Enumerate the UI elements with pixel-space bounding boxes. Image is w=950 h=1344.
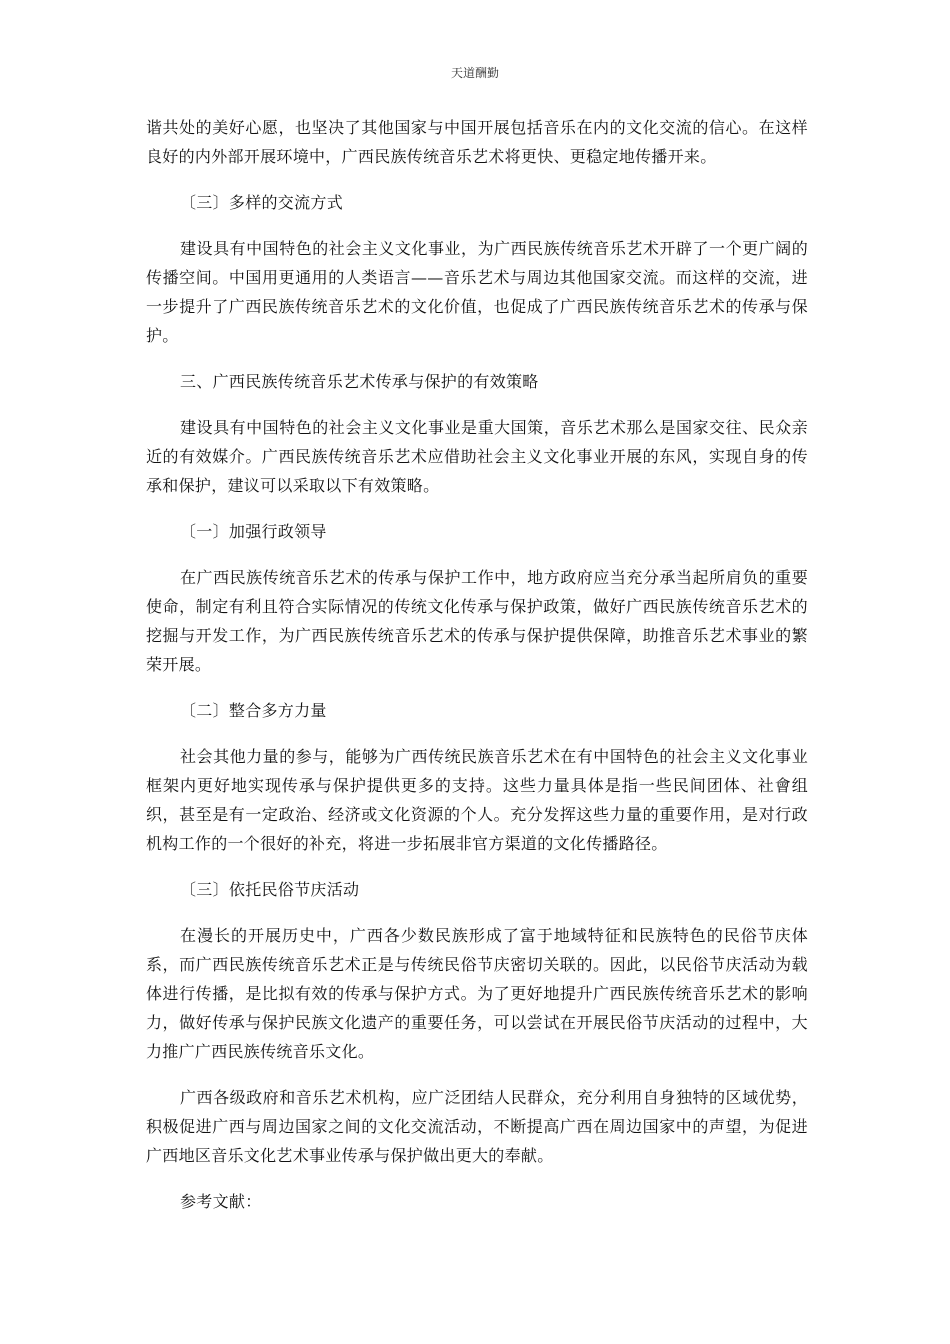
page-header: 天道酬勤: [450, 66, 499, 80]
paragraph: 建设具有中国特色的社会主义文化事业是重大国策，音乐艺术那么是国家交往、民众亲近的有效媒介。广西民族传统音乐艺术应借助社会主义文化事业开展的东风，实现自身的传承和保护，建议可以采取以下有效策略。: [146, 418, 808, 495]
section-heading: 〔三〕依托民俗节庆活动: [180, 880, 360, 899]
document-body: [146, 113, 808, 1233]
section-heading: 〔一〕加强行政领导: [180, 522, 327, 541]
paragraph: 社会其他力量的参与，能够为广西传统民族音乐艺术在有中国特色的社会主义文化事业框架内更好地实现传承与保护提供更多的支持。这些力量具体是指一些民间团体、社會组织，甚至是有一定政治、经济或文化资源的个人。充分发挥这些力量的重要作用，是对行政机构工作的一个很好的补充，将进一步拓展非官方渠道的文化传播路径。: [146, 747, 808, 853]
section-heading: 三、广西民族传统音乐艺术传承与保护的有效策略: [180, 372, 539, 391]
section-heading: 〔二〕整合多方力量: [180, 701, 327, 720]
paragraph: 建设具有中国特色的社会主义文化事业，为广西民族传统音乐艺术开辟了一个更广阔的传播空间。中国用更通用的人类语言——音乐艺术与周边其他国家交流。而这样的交流，进一步提升了广西民族传统音乐艺术的文化价值，也促成了广西民族传统音乐艺术的传承与保护。: [146, 239, 808, 345]
section-heading: 〔三〕多样的交流方式: [180, 193, 344, 212]
paragraph: 在广西民族传统音乐艺术的传承与保护工作中，地方政府应当充分承当起所肩负的重要使命，制定有利且符合实际情况的传统文化传承与保护政策，做好广西民族传统音乐艺术的挖掘与开发工作，为广西民族传统音乐艺术的传承与保护提供保障，助推音乐艺术事业的繁荣开展。: [146, 568, 808, 674]
references-heading: 参考文献：: [180, 1192, 262, 1211]
paragraph: 广西各级政府和音乐艺术机构，应广泛团结人民群众，充分利用自身独特的区域优势，积极促进广西与周边国家之间的文化交流活动，不断提高广西在周边国家中的声望，为促进广西地区音乐文化艺术事业传承与保护做出更大的奉献。: [146, 1088, 808, 1165]
paragraph: 在漫长的开展历史中，广西各少数民族形成了富于地域特征和民族特色的民俗节庆体系，而广西民族传统音乐艺术正是与传统民俗节庆密切关联的。因此，以民俗节庆活动为载体进行传播，是比拟有效的传承与保护方式。为了更好地提升广西民族传统音乐艺术的影响力，做好传承与保护民族文化遗产的重要任务，可以尝试在开展民俗节庆活动的过程中，大力推广广西民族传统音乐文化。: [146, 926, 808, 1061]
paragraph: 谐共处的美好心愿，也坚决了其他国家与中国开展包括音乐在内的文化交流的信心。在这样良好的内外部开展环境中，广西民族传统音乐艺术将更快、更稳定地传播开来。: [146, 118, 808, 166]
